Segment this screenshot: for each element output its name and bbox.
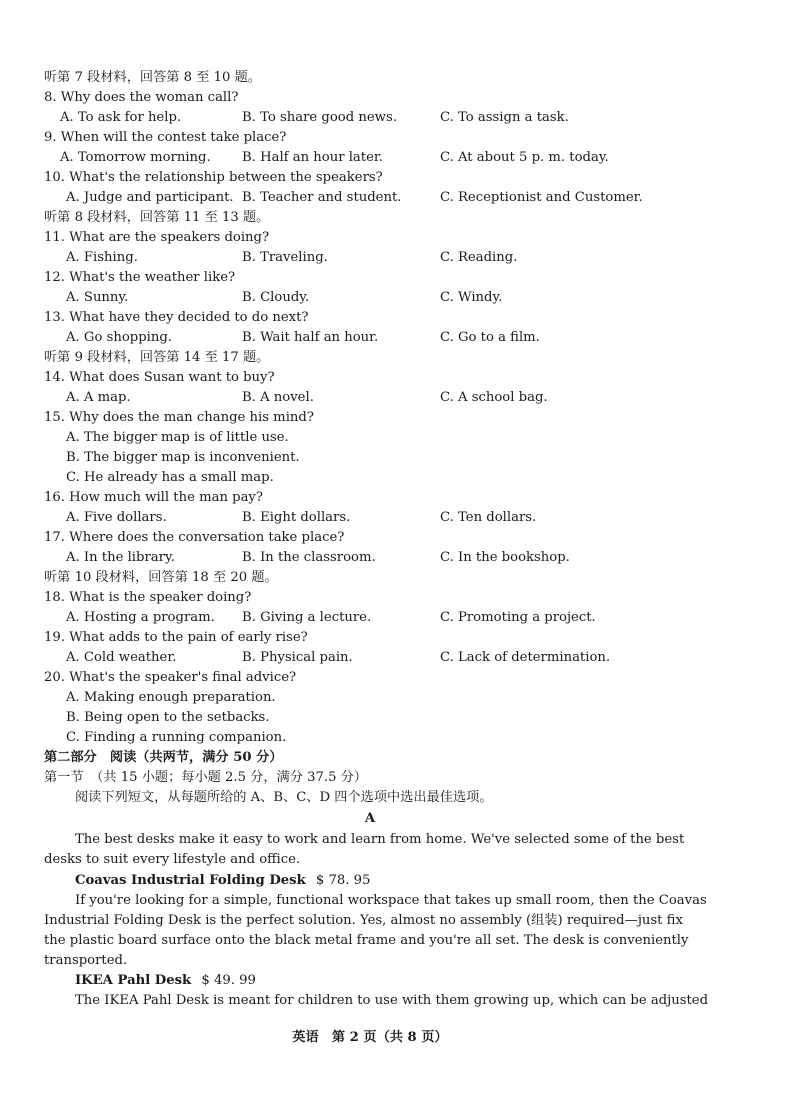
question-9-stem: 9. When will the contest take place? <box>44 130 287 145</box>
question-9-option-b: B. Half an hour later. <box>242 150 383 165</box>
question-10-option-b: B. Teacher and student. <box>242 190 402 205</box>
passage-intro-line-1: The best desks make it easy to work and learn from home. We've selected some of the best <box>75 832 685 847</box>
question-15-option-c: C. He already has a small map. <box>66 470 274 485</box>
question-8-option-b: B. To share good news. <box>242 110 397 125</box>
question-11-option-c: C. Reading. <box>440 250 518 265</box>
question-9-option-c: C. At about 5 p. m. today. <box>440 150 609 165</box>
passage-intro-line-2: desks to suit every lifestyle and office. <box>44 852 301 867</box>
part2-section1-title: 第一节 （共 15 小题；每小题 2.5 分，满分 37.5 分） <box>44 770 368 785</box>
question-8-stem: 8. Why does the woman call? <box>44 90 239 105</box>
question-18-option-c: C. Promoting a project. <box>440 610 596 625</box>
question-10-option-c: C. Receptionist and Customer. <box>440 190 643 205</box>
ikea-heading <box>75 971 256 991</box>
section-header-7: 听第 7 段材料，回答第 8 至 10 题。 <box>44 70 261 85</box>
question-13-option-c: C. Go to a film. <box>440 330 540 345</box>
question-17-option-b: B. In the classroom. <box>242 550 376 565</box>
question-11-option-a: A. Fishing. <box>66 250 138 265</box>
question-11-option-b: B. Traveling. <box>242 250 328 265</box>
question-13-option-b: B. Wait half an hour. <box>242 330 379 345</box>
section-header-9: 听第 9 段材料，回答第 14 至 17 题。 <box>44 350 270 365</box>
question-19-option-b: B. Physical pain. <box>242 650 353 665</box>
coavas-paragraph-line-3: the plastic board surface onto the black metal frame and you're all set. The desk is conveniently <box>44 933 689 948</box>
question-13-stem: 13. What have they decided to do next? <box>44 310 309 325</box>
part2-title: 第二部分 阅读（共两节，满分 50 分） <box>44 750 283 765</box>
section-header-10: 听第 10 段材料，回答第 18 至 20 题。 <box>44 570 278 585</box>
ikea-paragraph-line-1: The IKEA Pahl Desk is meant for children to use with them growing up, which can be adjusted <box>75 993 709 1008</box>
question-10-stem: 10. What's the relationship between the speakers? <box>44 170 383 185</box>
question-15-stem: 15. Why does the man change his mind? <box>44 410 314 425</box>
question-18-stem: 18. What is the speaker doing? <box>44 590 252 605</box>
question-18-option-b: B. Giving a lecture. <box>242 610 372 625</box>
question-14-option-c: C. A school bag. <box>440 390 548 405</box>
passage-label: A <box>364 811 376 826</box>
question-8-option-a: A. To ask for help. <box>60 110 182 125</box>
question-19-stem: 19. What adds to the pain of early rise? <box>44 630 308 645</box>
ikea-price: $ 49. 99 <box>201 973 256 988</box>
question-16-stem: 16. How much will the man pay? <box>44 490 263 505</box>
question-13-option-a: A. Go shopping. <box>66 330 173 345</box>
question-12-stem: 12. What's the weather like? <box>44 270 236 285</box>
question-16-option-c: C. Ten dollars. <box>440 510 537 525</box>
question-17-stem: 17. Where does the conversation take place? <box>44 530 345 545</box>
question-14-option-b: B. A novel. <box>242 390 314 405</box>
ikea-product-name: IKEA Pahl Desk <box>75 973 192 988</box>
question-17-option-a: A. In the library. <box>66 550 175 565</box>
question-19-option-a: A. Cold weather. <box>66 650 177 665</box>
coavas-heading <box>75 871 370 891</box>
question-10-option-a: A. Judge and participant. <box>66 190 234 205</box>
section-header-8: 听第 8 段材料，回答第 11 至 13 题。 <box>44 210 270 225</box>
question-12-option-b: B. Cloudy. <box>242 290 310 305</box>
question-20-option-a: A. Making enough preparation. <box>66 690 276 705</box>
question-17-option-c: C. In the bookshop. <box>440 550 570 565</box>
question-20-option-b: B. Being open to the setbacks. <box>66 710 270 725</box>
question-19-option-c: C. Lack of determination. <box>440 650 611 665</box>
question-16-option-b: B. Eight dollars. <box>242 510 351 525</box>
question-8-option-c: C. To assign a task. <box>440 110 569 125</box>
part2-instruction: 阅读下列短文，从每题所给的 A、B、C、D 四个选项中选出最佳选项。 <box>75 790 493 805</box>
question-20-stem: 20. What's the speaker's final advice? <box>44 670 297 685</box>
coavas-paragraph-line-1: If you're looking for a simple, functional workspace that takes up small room, then the Coavas <box>75 893 707 908</box>
question-18-option-a: A. Hosting a program. <box>66 610 215 625</box>
coavas-product-name: Coavas Industrial Folding Desk <box>75 873 306 888</box>
question-9-option-a: A. Tomorrow morning. <box>60 150 211 165</box>
question-14-option-a: A. A map. <box>66 390 131 405</box>
question-11-stem: 11. What are the speakers doing? <box>44 230 270 245</box>
coavas-paragraph-line-2: Industrial Folding Desk is the perfect solution. Yes, almost no assembly (组装) required—just fix <box>44 913 683 928</box>
question-12-option-c: C. Windy. <box>440 290 503 305</box>
coavas-paragraph-line-4: transported. <box>44 953 128 968</box>
question-15-option-b: B. The bigger map is inconvenient. <box>66 450 300 465</box>
question-14-stem: 14. What does Susan want to buy? <box>44 370 275 385</box>
question-15-option-a: A. The bigger map is of little use. <box>66 430 289 445</box>
question-20-option-c: C. Finding a running companion. <box>66 730 287 745</box>
page-footer: 英语 第 2 页（共 8 页） <box>292 1030 448 1045</box>
question-16-option-a: A. Five dollars. <box>66 510 167 525</box>
coavas-price: $ 78. 95 <box>315 873 371 888</box>
question-12-option-a: A. Sunny. <box>66 290 129 305</box>
